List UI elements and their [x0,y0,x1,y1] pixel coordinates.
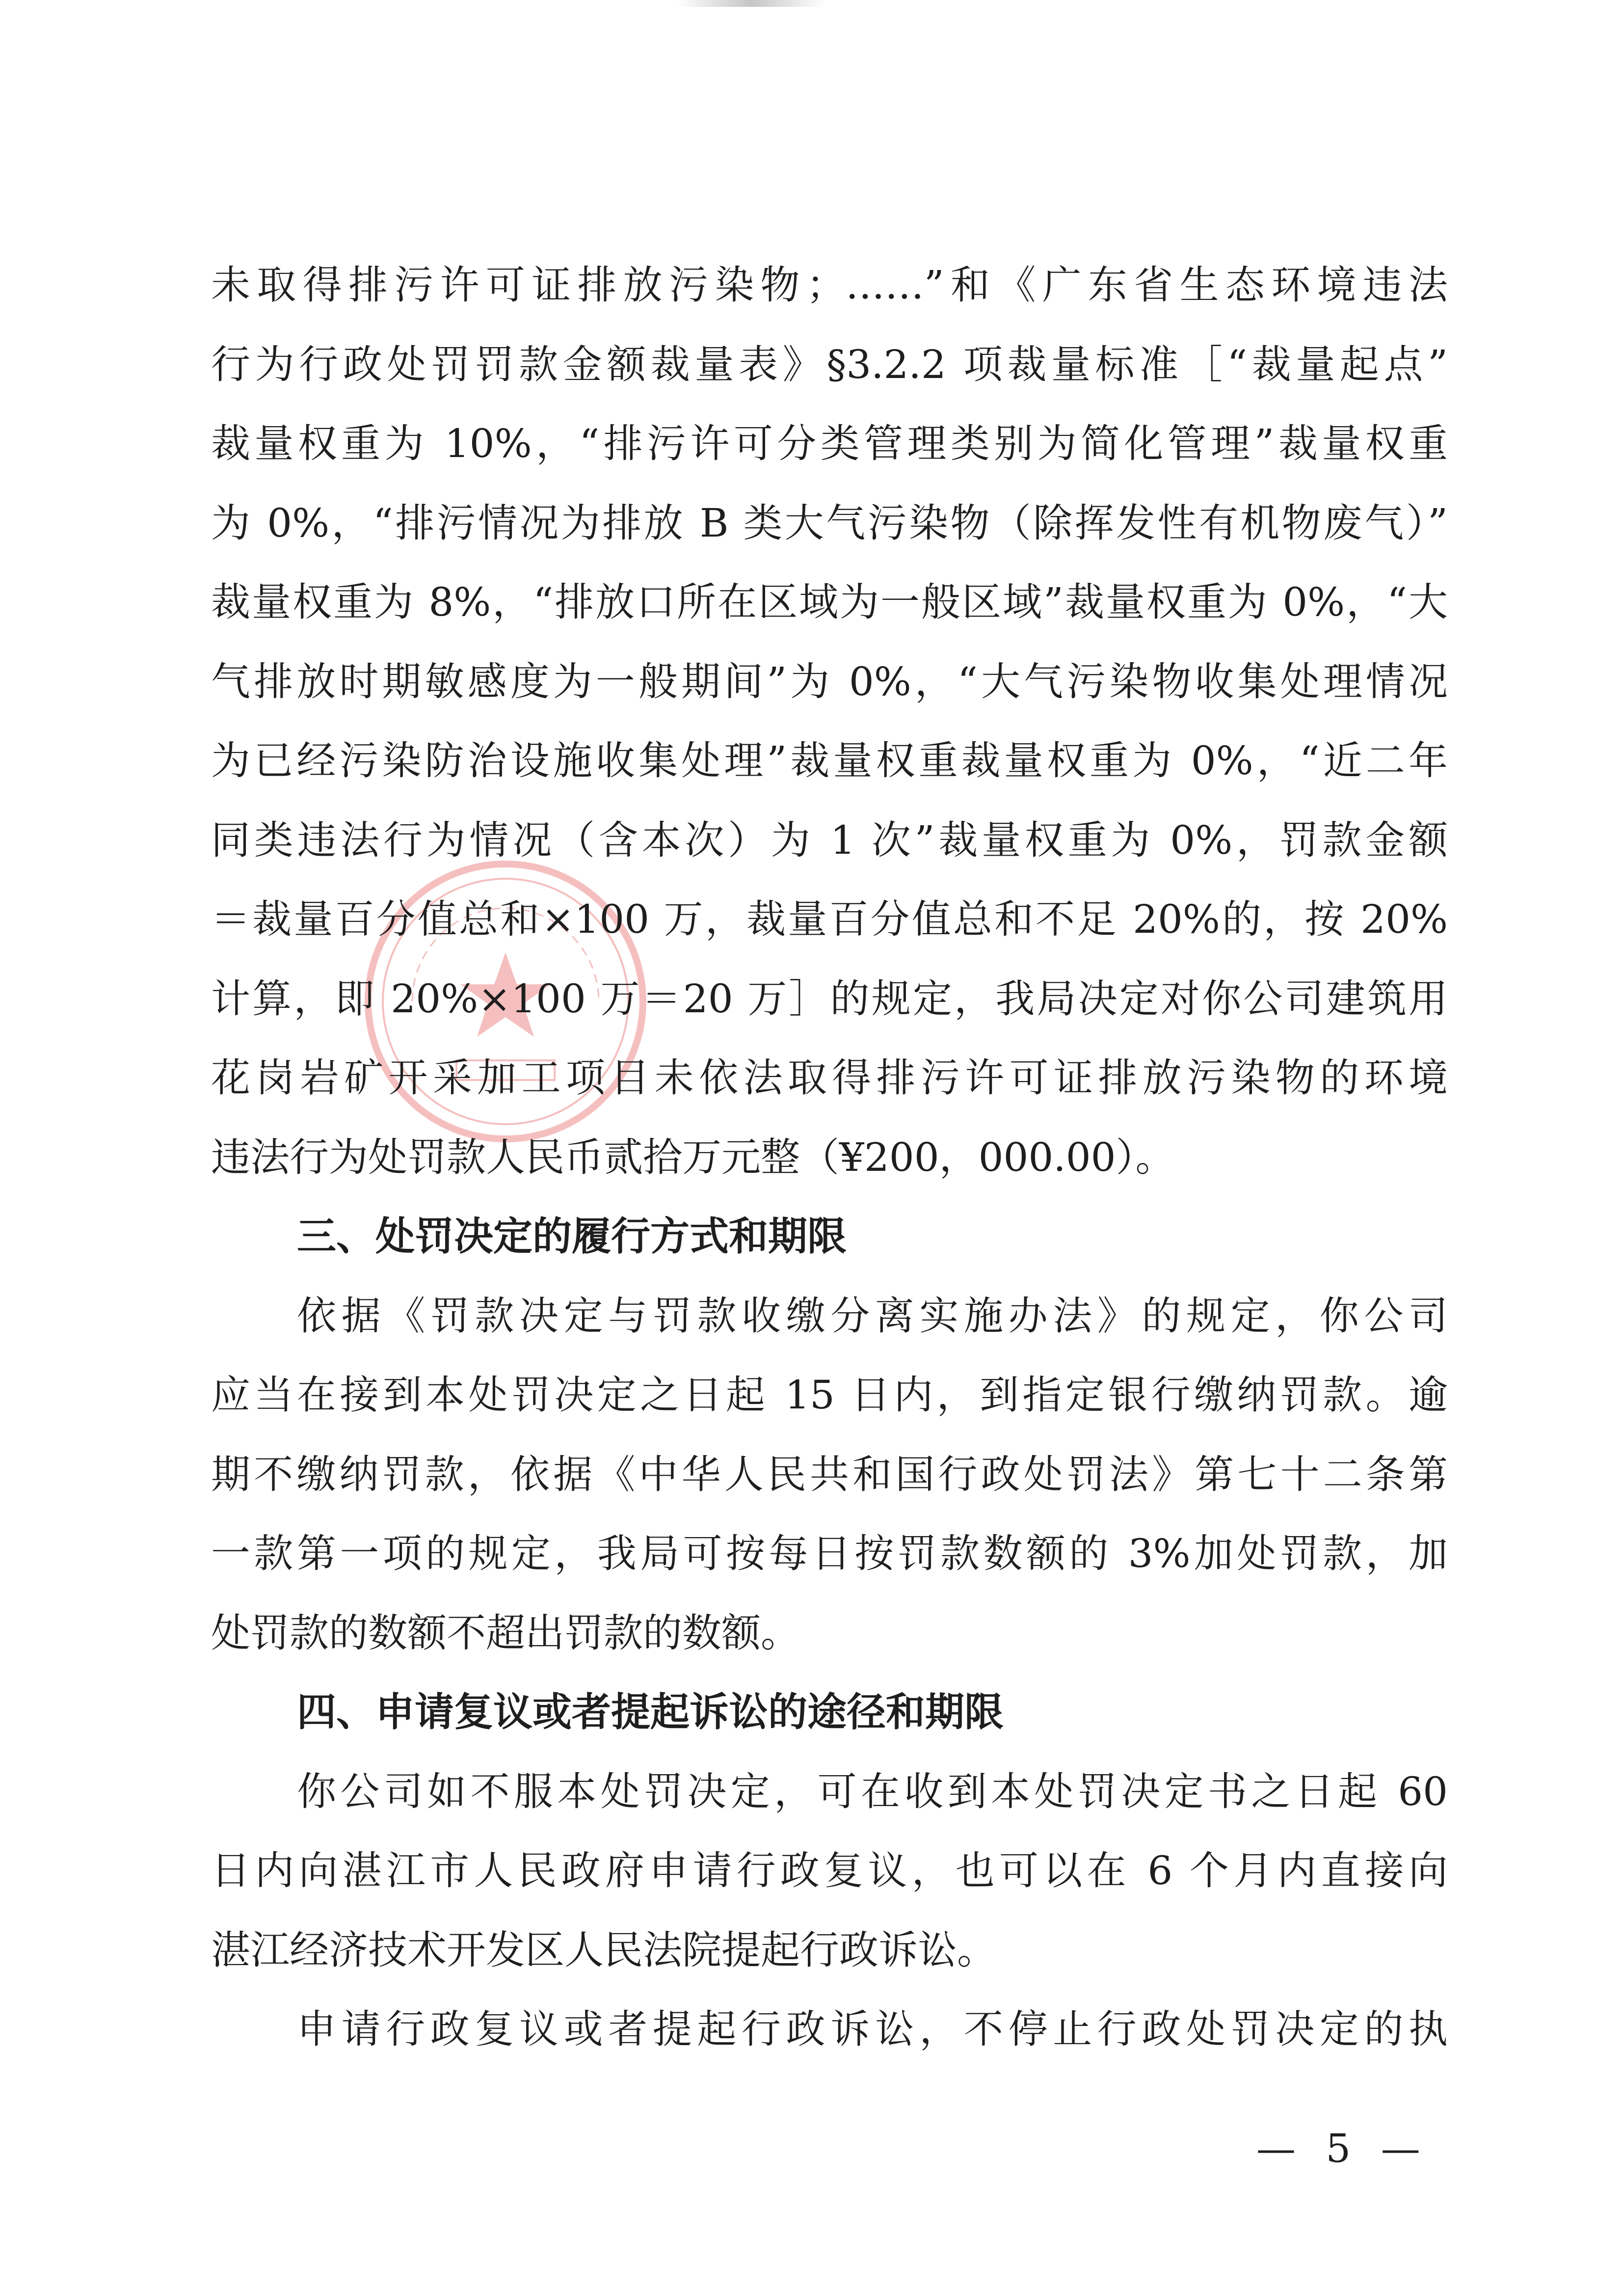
page-number: — 5 — [1256,2126,1429,2171]
body-line: 湛江经济技术开发区人民法院提起行政诉讼。 [211,1927,996,1973]
body-line: ＝裁量百分值总和×100 万，裁量百分值总和不足 20%的，按 20% [211,896,1448,942]
scan-edge-mark [677,0,825,7]
body-line: 裁量权重为 8%，“排放口所在区域为一般区域”裁量权重为 0%，“大 [211,579,1448,625]
body-line: 气排放时期敏感度为一般期间”为 0%，“大气污染物收集处理情况 [211,658,1448,704]
body-line: 未取得排污许可证排放污染物；……”和《广东省生态环境违法 [211,262,1448,308]
body-line: 申请行政复议或者提起行政诉讼，不停止行政处罚决定的执 [297,2006,1448,2052]
body-line: 行为行政处罚罚款金额裁量表》§3.2.2 项裁量标准［“裁量起点” [211,341,1448,387]
body-line: 裁量权重为 10%，“排污许可分类管理类别为简化管理”裁量权重 [211,421,1448,466]
body-line: 日内向湛江市人民政府申请行政复议，也可以在 6 个月内直接向 [211,1848,1448,1893]
body-line: 花岗岩矿开采加工项目未依法取得排污许可证排放污染物的环境 [211,1055,1448,1101]
body-line: 处罚款的数额不超出罚款的数额。 [211,1610,800,1656]
body-line: 为 0%，“排污情况为排放 B 类大气污染物（除挥发性有机物废气）” [211,500,1448,546]
body-line: 依据《罚款决定与罚款收缴分离实施办法》的规定，你公司 [297,1293,1448,1339]
body-line: 违法行为处罚款人民币贰拾万元整（¥200，000.00）。 [211,1134,1175,1180]
section-heading-four: 四、申请复议或者提起诉讼的途径和期限 [297,1689,1004,1735]
body-line: 一款第一项的规定，我局可按每日按罚款数额的 3%加处罚款，加 [211,1531,1448,1576]
body-line: 应当在接到本处罚决定之日起 15 日内，到指定银行缴纳罚款。逾 [211,1372,1448,1418]
body-line: 为已经污染防治设施收集处理”裁量权重裁量权重为 0%，“近二年 [211,738,1448,783]
body-line: 你公司如不服本处罚决定，可在收到本处罚决定书之日起 60 [297,1768,1448,1814]
body-line: 计算，即 20%×100 万＝20 万］的规定，我局决定对你公司建筑用 [211,975,1448,1022]
body-line: 期不缴纳罚款，依据《中华人民共和国行政处罚法》第七十二条第 [211,1451,1448,1497]
section-heading-three: 三、处罚决定的履行方式和期限 [297,1214,847,1259]
body-line: 同类违法行为情况（含本次）为 1 次”裁量权重为 0%，罚款金额 [211,817,1448,863]
document-body [211,245,1448,2069]
